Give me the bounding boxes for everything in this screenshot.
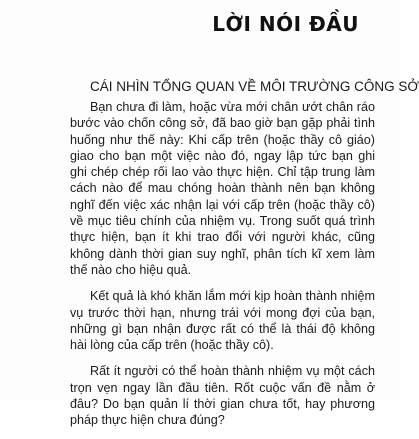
chapter-title: LỜI NÓI ĐẦU <box>212 12 359 36</box>
section-heading: CÁI NHÌN TỔNG QUAN VỀ MÔI TRƯỜNG CÔNG SỞ <box>90 79 419 94</box>
paragraph-3: Rất ít người có thể hoàn thành nhiệm vụ một cách trọn vẹn ngay lần đầu tiên. Rốt cuộc vấn đề nằm ở đâu? Do bạn quản lí thời gian chưa tốt, hay phương pháp thực hiện chưa đúng? <box>70 364 375 428</box>
paragraph-1: Bạn chưa đi làm, hoặc vừa mới chân ướt chân ráo bước vào chốn công sở, đã bao giờ bạn gặp phải tình huống như thế này: Khi cấp trên (hoặc thầy cô giáo) giao cho bạn một việc nào đó, ngay lập tức bạn ghi ghi chép chép rối lao vào thực hiện. Chỉ tập trung làm cách nào để mau chóng hoàn thành nên bạn không nghĩ đến việc xác nhận lại với cấp trên (hoặc thầy cô) về mục tiêu chính của nhiệm vụ. Trong suốt quá trình thực hiện, bạn ít khi trao đổi với người khác, cũng không dành thời gian suy nghĩ, phân tích kĩ xem làm thế nào cho hiệu quả. <box>70 100 375 277</box>
body-text <box>70 99 375 439</box>
paragraph-2: Kết quả là khó khăn lắm mới kịp hoàn thành nhiệm vụ trước thời hạn, nhưng trái với mong đợi của bạn, những gì bạn nhận được rất có thể là thái độ không hài lòng của cấp trên (hoặc thầy cô). <box>70 289 375 353</box>
